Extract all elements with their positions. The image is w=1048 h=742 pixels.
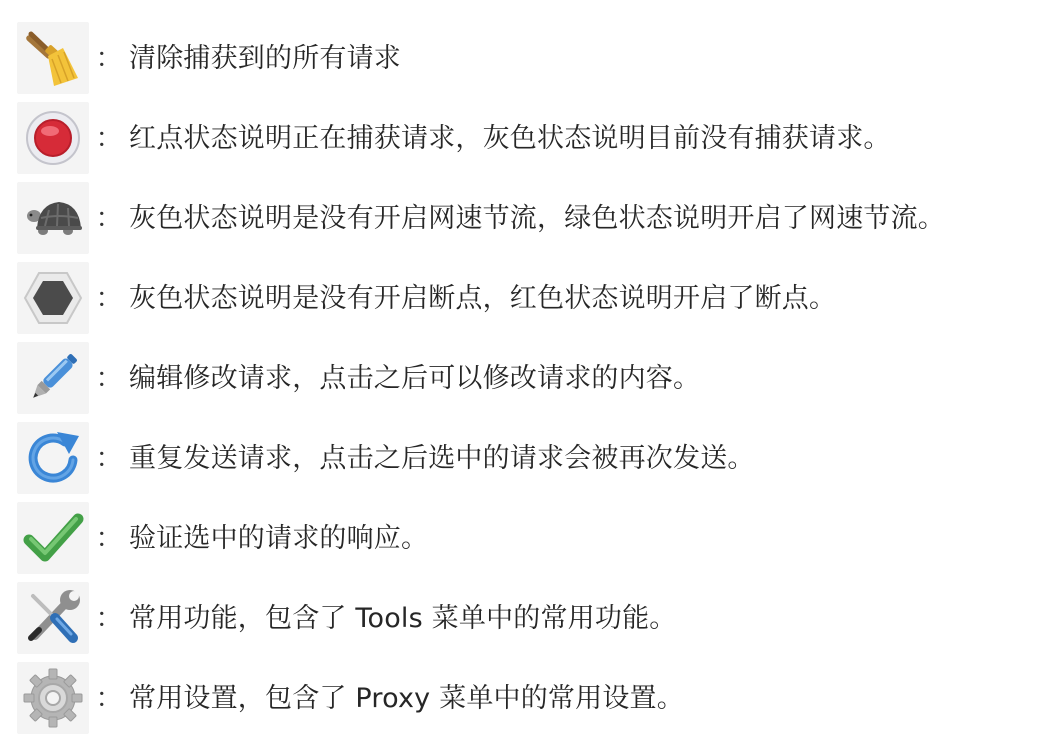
- checkmark-icon: [17, 502, 89, 574]
- separator-colon: ：: [95, 602, 123, 634]
- legend-description: 验证选中的请求的响应。: [129, 522, 429, 554]
- legend-description: 常用功能，包含了 Tools 菜单中的常用功能。: [129, 602, 677, 634]
- repeat-icon: [17, 422, 89, 494]
- legend-description: 清除捕获到的所有请求: [129, 42, 401, 74]
- legend-description: 红点状态说明正在捕获请求，灰色状态说明目前没有捕获请求。: [129, 122, 891, 154]
- legend-description: 灰色状态说明是没有开启网速节流，绿色状态说明开启了网速节流。: [129, 202, 945, 234]
- separator-colon: ：: [95, 282, 123, 314]
- tools-icon: [17, 582, 89, 654]
- legend-item-throttle: [17, 182, 1042, 254]
- legend-description: 重复发送请求，点击之后选中的请求会被再次发送。: [129, 442, 755, 474]
- legend-description: 编辑修改请求，点击之后可以修改请求的内容。: [129, 362, 701, 394]
- turtle-icon: [17, 182, 89, 254]
- legend-description: 灰色状态说明是没有开启断点，红色状态说明开启了断点。: [129, 282, 837, 314]
- broom-icon: [17, 22, 89, 94]
- legend-item-edit: [17, 342, 1042, 414]
- separator-colon: ：: [95, 42, 123, 74]
- separator-colon: ：: [95, 362, 123, 394]
- pen-icon: [17, 342, 89, 414]
- record-icon: [17, 102, 89, 174]
- legend-item-settings: [17, 662, 1042, 734]
- separator-colon: ：: [95, 442, 123, 474]
- toolbar-icon-legend: [17, 22, 1042, 742]
- legend-item-clear: [17, 22, 1042, 94]
- legend-item-verify: [17, 502, 1042, 574]
- separator-colon: ：: [95, 682, 123, 714]
- legend-item-breakpoint: [17, 262, 1042, 334]
- breakpoint-hexagon-icon: [17, 262, 89, 334]
- separator-colon: ：: [95, 202, 123, 234]
- legend-description: 常用设置，包含了 Proxy 菜单中的常用设置。: [129, 682, 684, 714]
- legend-item-tools: [17, 582, 1042, 654]
- separator-colon: ：: [95, 522, 123, 554]
- separator-colon: ：: [95, 122, 123, 154]
- legend-item-capture: [17, 102, 1042, 174]
- legend-item-repeat: [17, 422, 1042, 494]
- gear-icon: [17, 662, 89, 734]
